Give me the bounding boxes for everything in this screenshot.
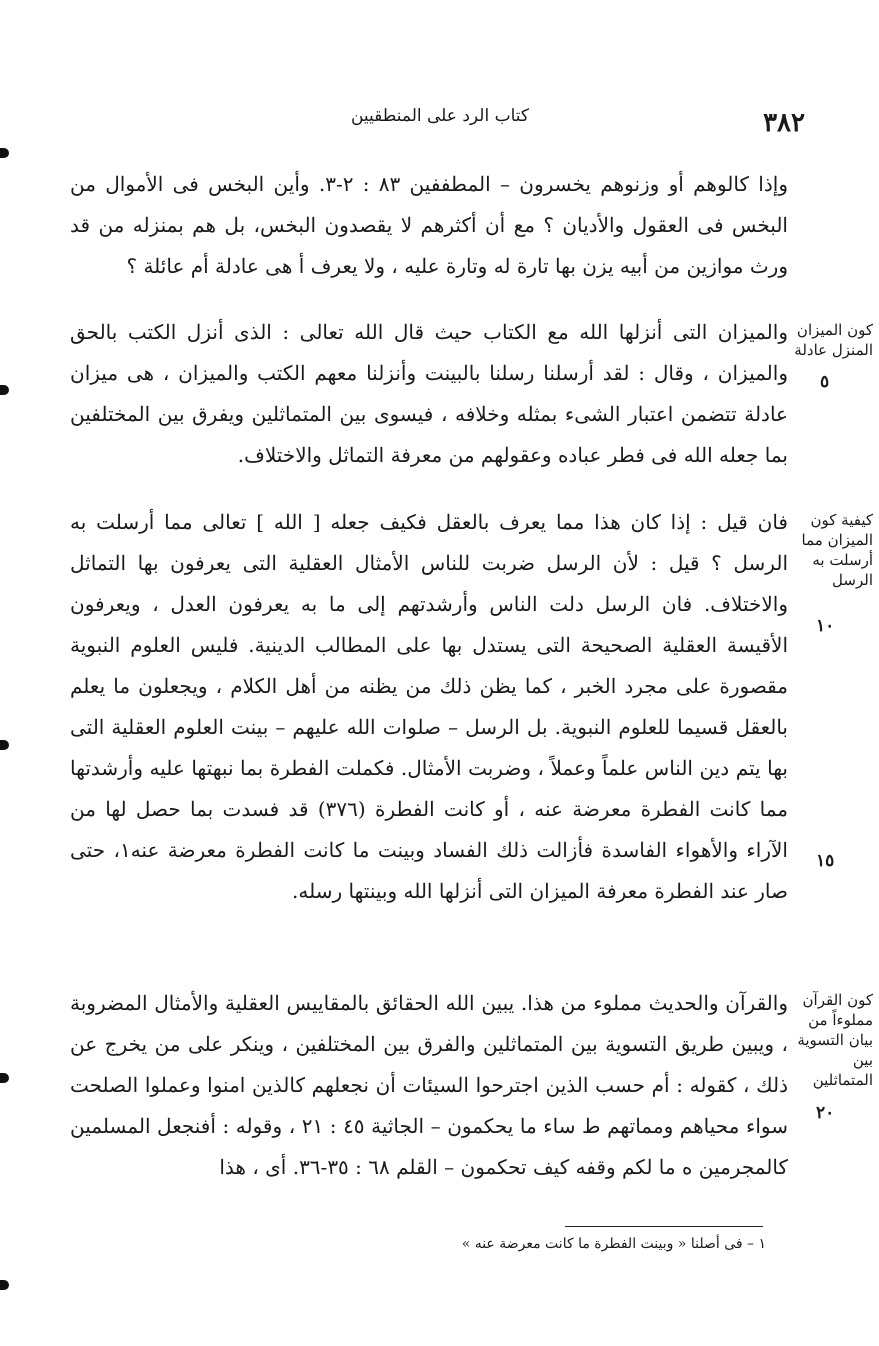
- scan-edge-mark: [0, 740, 9, 750]
- paragraph-1: [70, 164, 788, 287]
- footnote-rule: [565, 1226, 763, 1227]
- line-number: ٥: [820, 372, 830, 392]
- scan-edge-mark: [0, 148, 9, 158]
- line-number: ١٠: [816, 616, 835, 636]
- scan-edge-mark: [0, 385, 9, 395]
- line-number: ٢٠: [816, 1103, 835, 1123]
- scan-edge-mark: [0, 1073, 9, 1083]
- paragraph-text: والميزان التى أنزلها الله مع الكتاب حيث قال الله تعالى : الذى أنزل الكتب بالحق والميزان ، وقال : لقد أرسلنا رسلنا بالبينت وأنزلنا معهم الكتب والميزان ، هى ميزان عادلة تتضمن اعتبار الشىء بمثله وخلافه ، فيسوى بين المتماثلين ويفرق بين المختلفين بما جعله الله فى فطر عباده وعقولهم من معرفة التماثل والاختلاف.: [70, 320, 788, 467]
- page-number: ٣٨٢: [763, 108, 805, 138]
- side-note-3: كون القرآن مملوءاً من بيان التسوية بين المتماثلين: [797, 991, 873, 1089]
- running-title: كتاب الرد على المنطقيين: [350, 106, 530, 126]
- footnote: ١ – فى أصلنا « وبينت الفطرة ما كانت معرضة عنه »: [461, 1236, 766, 1252]
- paragraph-text: فان قيل : إذا كان هذا مما يعرف بالعقل فكيف جعله [ الله ] تعالى مما أرسلت به الرسل ؟ قيل : لأن الرسل ضربت للناس الأمثال العقلية التى يعرفون بها التماثل والاختلاف. فان الرسل دلت الناس وأرشدتهم إلى ما به يعرفون العدل ، ويعرفون الأقيسة العقلية الصحيحة التى يستدل بها على المطالب الدينية. فليس العلوم النبوية مقصورة على مجرد الخبر ، كما يظن ذلك من يظنه من أهل الكلام ، ويجعلون ما يعلم بالعقل قسيما للعلوم النبوية. بل الرسل – صلوات الله عليهم – بينت العلوم العقلية التى بها يتم دين الناس علماً وعملاً ، وضربت الأمثال. فكملت الفطرة بما نبهتها عليه وأرشدتها مما كانت الفطرة معرضة عنه ، أو كانت الفطرة (٣٧٦) قد فسدت بما حصل لها من الآراء والأهواء الفاسدة فأزالت ذلك الفساد وبينت ما كانت الفطرة معرضة عنه١، حتى صار عند الفطرة معرفة الميزان التى أنزلها الله وبينتها رسله.: [70, 510, 788, 903]
- paragraph-4: [70, 983, 788, 1188]
- paragraph-text: وإذا كالوهم أو وزنوهم يخسرون – المطففين ٨٣ : ٢-٣. وأين البخس فى الأموال من البخس فى العقول والأديان ؟ مع أن أكثرهم لا يقصدون البخس، بل هم بمنزله من قد ورث موازين من أبيه يزن بها تارة له وتارة عليه ، ولا يعرف أ هى عادلة أم عائلة ؟: [70, 172, 788, 278]
- scan-edge-mark: [0, 1280, 9, 1290]
- side-note-2: كيفية كون الميزان مما أرسلت به الرسل: [801, 511, 873, 589]
- paragraph-text: والقرآن والحديث مملوء من هذا. يبين الله الحقائق بالمقاييس العقلية والأمثال المضروبة ، ويبين طريق التسوية بين المتماثلين والفرق بين المختلفين ، وينكر على من يخرج عن ذلك ، كقوله : أم حسب الذين اجترحوا السيئات أن نجعلهم كالذين امنوا وعملوا الصلحت سواء محياهم ومماتهم ط ساء ما يحكمون – الجاثية ٤٥ : ٢١ ، وقوله : أفنجعل المسلمين كالمجرمين ه ما لكم وقفه كيف تحكمون – القلم ٦٨ : ٣٥-٣٦. أى ، هذا: [70, 991, 789, 1179]
- paragraph-2: [70, 312, 788, 476]
- paragraph-3: [70, 502, 788, 912]
- line-number: ١٥: [816, 851, 835, 871]
- side-note-1: كون الميزان المنزل عادلة: [794, 321, 873, 359]
